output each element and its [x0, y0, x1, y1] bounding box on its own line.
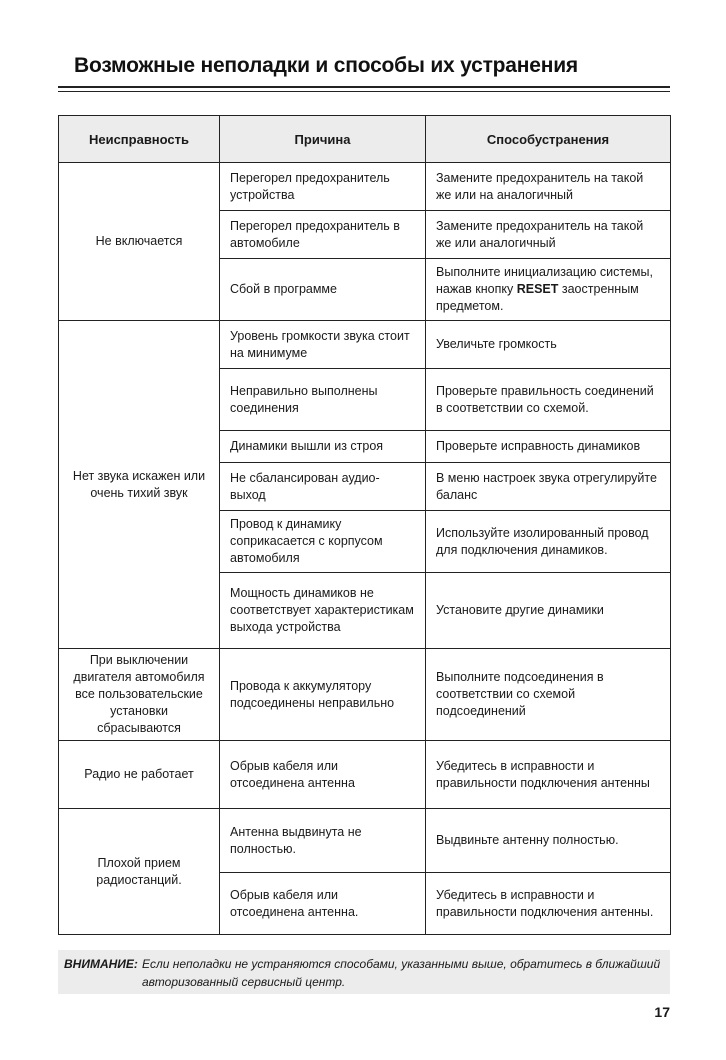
fix-cell: Выдвиньте антенну полностью. — [426, 809, 671, 873]
notice-label: ВНИМАНИЕ: — [64, 957, 138, 971]
problem-cell: При выключении двигателя автомобиля все пользовательские установки сбрасываются — [59, 649, 220, 741]
table-header-row — [59, 116, 671, 163]
cause-cell: Провода к аккумулятору подсоединены неправильно — [220, 649, 426, 741]
problem-cell: Нет звука искажен или очень тихий звук — [59, 321, 220, 649]
troubleshooting-table — [58, 115, 671, 935]
table-row — [59, 741, 671, 809]
cause-cell: Перегорел предохранитель устройства — [220, 163, 426, 211]
problem-cell: Радио не работает — [59, 741, 220, 809]
fix-cell: В меню настроек звука отрегулируйте баланс — [426, 463, 671, 511]
fix-cell: Выполните инициализацию системы, нажав кнопку RESET заостренным предметом. — [426, 259, 671, 321]
table-row — [59, 809, 671, 873]
table-row — [59, 163, 671, 211]
cause-cell: Динамики вышли из строя — [220, 431, 426, 463]
fix-cell: Проверьте исправность динамиков — [426, 431, 671, 463]
cause-cell: Провод к динамику соприкасается с корпусом автомобиля — [220, 511, 426, 573]
table-row — [59, 321, 671, 369]
fix-cell: Используйте изолированный провод для подключения динамиков. — [426, 511, 671, 573]
fix-cell: Замените предохранитель на такой же или аналогичный — [426, 211, 671, 259]
cause-cell: Не сбалансирован аудио-выход — [220, 463, 426, 511]
fix-cell: Замените предохранитель на такой же или на аналогичный — [426, 163, 671, 211]
fix-cell: Проверьте правильность соединений в соответствии со схемой. — [426, 369, 671, 431]
page-title: Возможные неполадки и способы их устранения — [74, 54, 578, 77]
cause-cell: Обрыв кабеля или отсоединена антенна — [220, 741, 426, 809]
fix-cell: Установите другие динамики — [426, 573, 671, 649]
header-fix: Способустранения — [426, 116, 671, 163]
cause-cell: Антенна выдвинута не полностью. — [220, 809, 426, 873]
header-cause: Причина — [220, 116, 426, 163]
notice-box — [58, 950, 670, 994]
cause-cell: Сбой в программе — [220, 259, 426, 321]
cause-cell: Перегорел предохранитель в автомобиле — [220, 211, 426, 259]
reset-keyword: RESET — [516, 282, 559, 296]
notice-text: Если неполадки не устраняются способами, указанными выше, обратитесь в ближайший авторизованный сервисный центр. — [142, 957, 661, 989]
fix-cell: Увеличьте громкость — [426, 321, 671, 369]
problem-cell: Плохой прием радиостанций. — [59, 809, 220, 935]
fix-cell: Выполните подсоединения в соответствии со схемой подсоединений — [426, 649, 671, 741]
fix-cell: Убедитесь в исправности и правильности подключения антенны — [426, 741, 671, 809]
page-number: 17 — [654, 1004, 670, 1020]
title-rule — [58, 86, 670, 88]
fix-cell: Убедитесь в исправности и правильности подключения антенны. — [426, 873, 671, 935]
header-problem: Неисправность — [59, 116, 220, 163]
problem-cell: Не включается — [59, 163, 220, 321]
cause-cell: Уровень громкости звука стоит на минимуме — [220, 321, 426, 369]
table-row — [59, 649, 671, 741]
cause-cell: Обрыв кабеля или отсоединена антенна. — [220, 873, 426, 935]
cause-cell: Неправильно выполнены соединения — [220, 369, 426, 431]
cause-cell: Мощность динамиков не соответствует характеристикам выхода устройства — [220, 573, 426, 649]
title-rule-thin — [58, 91, 670, 92]
